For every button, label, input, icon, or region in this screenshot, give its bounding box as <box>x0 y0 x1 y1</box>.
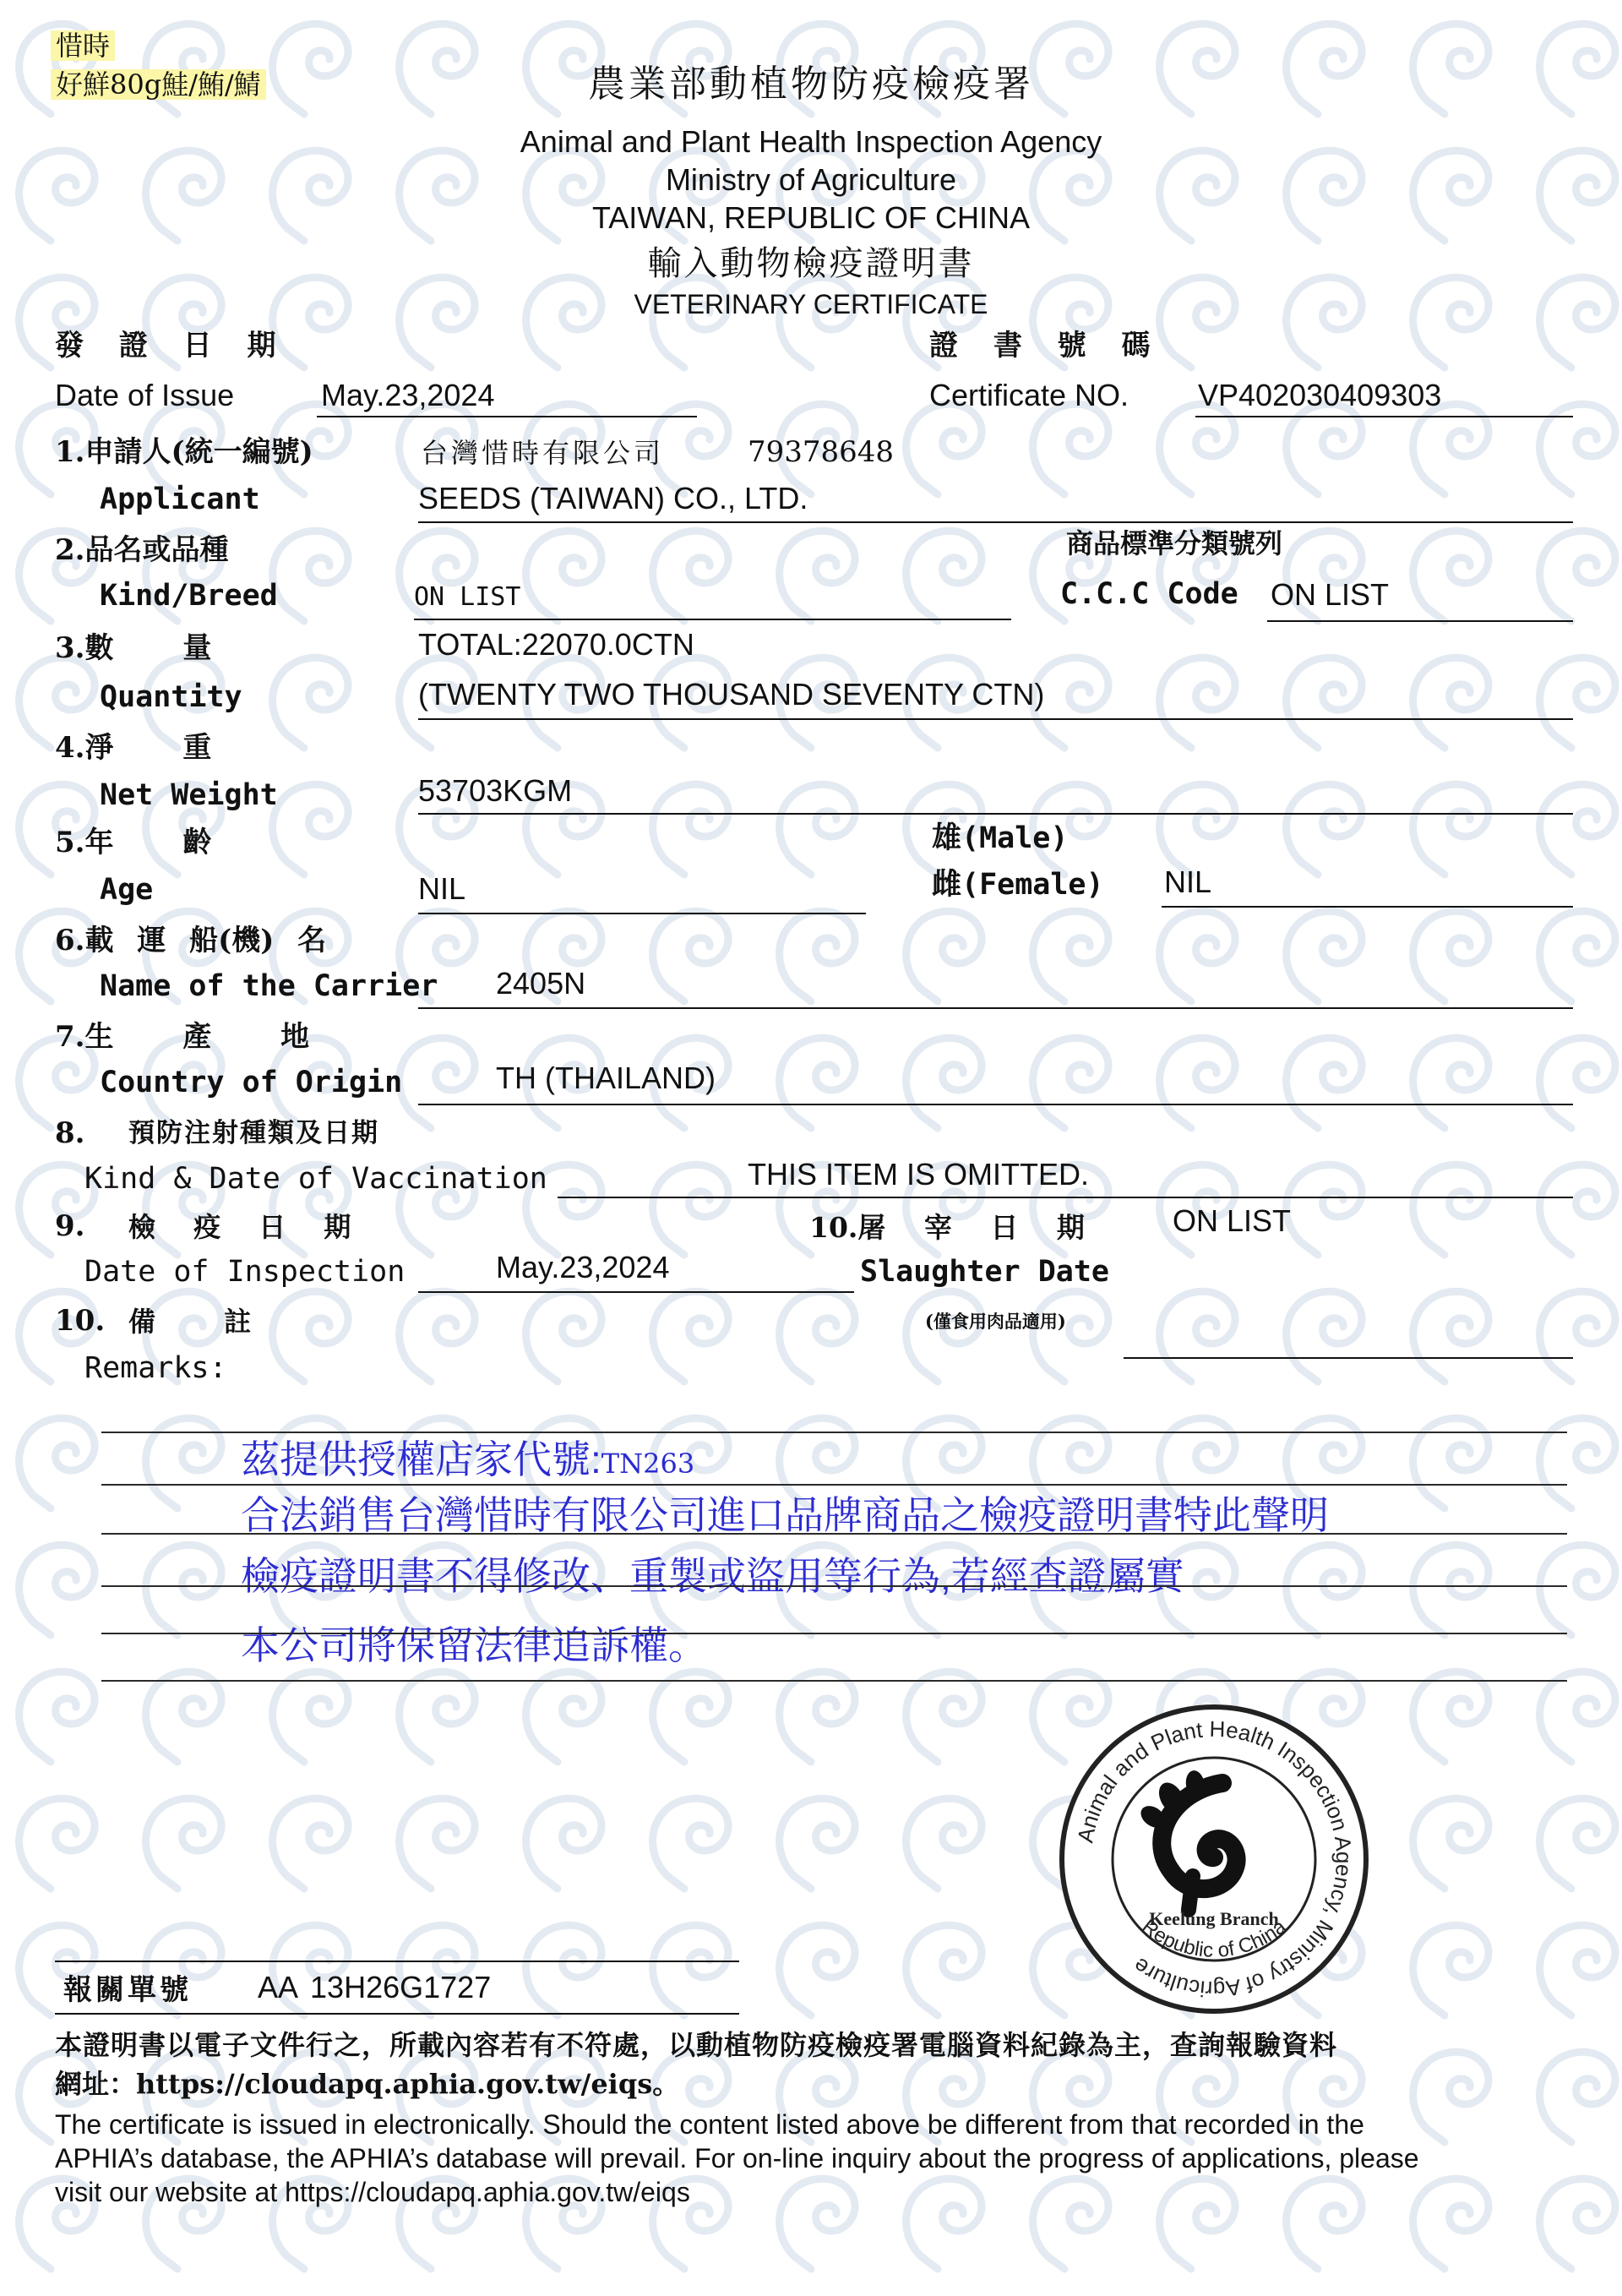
carrier-value: 2405N <box>496 966 586 1001</box>
document-title-zh: 輸入動物檢疫證明書 <box>647 244 975 283</box>
applicant-label-zh: 1.申請人(統一編號) <box>55 435 313 469</box>
remarks-label-number: 10. <box>55 1304 106 1338</box>
overlay-line-1-text: 茲提供授權店家代號: <box>241 1437 601 1481</box>
remarks-label-zh: 備 註 <box>128 1306 252 1338</box>
quantity-value-numeric: TOTAL:22070.0CTN <box>418 627 694 662</box>
overlay-line-2: 合法銷售台灣惜時有限公司進口品牌商品之檢疫證明書特此聲明 <box>241 1493 1329 1537</box>
kind-label-en: Kind/Breed <box>100 579 278 613</box>
issue-date-value: May.23,2024 <box>321 378 495 412</box>
sex-value: NIL <box>1164 864 1212 899</box>
agency-name-en: Animal and Plant Health Inspection Agency <box>520 124 1102 159</box>
age-underline <box>418 913 866 914</box>
certificate-no-underline <box>1195 416 1573 417</box>
applicant-underline <box>418 521 1573 523</box>
inspection-label-en: Date of Inspection <box>84 1255 406 1289</box>
overlay-rule-2 <box>101 1484 1567 1486</box>
applicant-tax-id: 79378648 <box>748 435 895 469</box>
net-weight-label-en: Net Weight <box>100 778 278 812</box>
remarks-label-en: Remarks: <box>84 1351 227 1385</box>
footer-top-rule <box>55 1961 739 1962</box>
inspection-label-zh: 檢 疫 日 期 <box>128 1211 351 1243</box>
ccc-value: ON LIST <box>1271 577 1390 612</box>
kind-underline <box>414 619 1011 620</box>
vaccination-label-number: 8. <box>55 1116 85 1150</box>
seal-bottom-text: Republic of China <box>1137 1915 1291 1962</box>
quantity-value-words: (TWENTY TWO THOUSAND SEVENTY CTN) <box>418 677 1045 712</box>
footer-notice-en-3: visit our website at https://cloudapq.aphia.gov.tw/eiqs <box>55 2177 690 2207</box>
age-value: NIL <box>418 871 466 906</box>
certificate-no-value: VP402030409303 <box>1198 378 1442 412</box>
footer-notice-zh-2: 網址：https://cloudapq.aphia.gov.tw/eiqs。 <box>55 2068 680 2100</box>
slaughter-underline <box>1124 1357 1573 1359</box>
kind-label-zh: 2.品名或品種 <box>55 533 229 567</box>
quantity-label-zh: 3.數 量 <box>55 631 212 665</box>
quantity-underline <box>418 718 1573 720</box>
slaughter-value: ON LIST <box>1173 1203 1292 1238</box>
vaccination-value: THIS ITEM IS OMITTED. <box>748 1157 1089 1192</box>
seal-branch-name: Keelung Branch <box>1149 1908 1279 1929</box>
overlay-rule-3 <box>101 1533 1567 1535</box>
vaccination-label-zh: 預防注射種類及日期 <box>128 1118 379 1148</box>
overlay-line-3: 檢疫證明書不得修改、重製或盜用等行為,若經查證屬實 <box>241 1554 1184 1598</box>
applicant-name-en: SEEDS (TAIWAN) CO., LTD. <box>418 481 808 515</box>
issue-date-label-en: Date of Issue <box>55 378 235 412</box>
carrier-label-zh: 6.載 運 船(機) 名 <box>55 924 327 957</box>
inspection-underline <box>418 1291 854 1293</box>
corner-note-line2: 好鮮80g鮭/鮪/鯖 <box>51 69 266 100</box>
ccc-underline <box>1267 620 1573 622</box>
overlay-line-1 <box>241 1437 695 1481</box>
applicant-label-en: Applicant <box>100 483 260 516</box>
certificate-no-label-zh: 證 書 號 碼 <box>929 329 1151 363</box>
overlay-line-4: 本公司將保留法律追訴權。 <box>241 1623 707 1667</box>
footer-notice-en-1: The certificate is issued in electronically. Should the content listed above be different from that recorded in the <box>55 2109 1364 2140</box>
male-label: 雄(Male) <box>932 821 1069 855</box>
slaughter-label-zh: 10.屠 宰 日 期 <box>809 1211 1085 1244</box>
carrier-label-en: Name of the Carrier <box>100 969 438 1003</box>
age-label-zh: 5.年 齡 <box>55 826 212 859</box>
net-weight-underline <box>418 813 1573 815</box>
vaccination-label-en: Kind & Date of Vaccination <box>84 1162 547 1196</box>
ccc-label-en: C.C.C Code <box>1060 577 1238 611</box>
kind-value: ON LIST <box>414 582 521 612</box>
inspection-label-number: 9. <box>55 1209 85 1243</box>
certificate-no-label-en: Certificate NO. <box>929 378 1129 412</box>
quantity-label-en: Quantity <box>100 680 242 714</box>
document-title-en: VETERINARY CERTIFICATE <box>634 289 988 319</box>
slaughter-label-en: Slaughter Date <box>860 1255 1110 1289</box>
inspection-value: May.23,2024 <box>496 1250 670 1284</box>
issue-date-label-zh: 發 證 日 期 <box>55 329 276 363</box>
overlay-store-code: TN263 <box>601 1448 695 1480</box>
footer-notice-zh-1: 本證明書以電子文件行之，所載內容若有不符處，以動植物防疫檢疫署電腦資料紀錄為主，查詢報驗資料 <box>55 2029 1338 2061</box>
origin-label-zh: 7.生 產 地 <box>55 1020 310 1054</box>
vaccination-underline <box>558 1197 1573 1198</box>
issue-date-underline <box>317 416 697 417</box>
official-seal <box>1045 1690 1383 2028</box>
overlay-rule-1 <box>101 1432 1567 1433</box>
overlay-rule-4 <box>101 1585 1567 1587</box>
overlay-rule-6 <box>101 1680 1567 1682</box>
footer-notice-en-2: APHIA’s database, the APHIA’s database will prevail. For on-line inquiry about the progress of applications, please <box>55 2143 1419 2173</box>
ministry-name-en: Ministry of Agriculture <box>665 162 957 197</box>
customs-no-underline <box>55 2013 739 2015</box>
origin-value: TH (THAILAND) <box>496 1061 716 1095</box>
customs-no-label: 報關單號 <box>63 1973 192 2007</box>
net-weight-label-zh: 4.淨 重 <box>55 731 212 765</box>
carrier-underline <box>418 1007 1573 1009</box>
overlay-rule-5 <box>101 1633 1567 1634</box>
origin-label-en: Country of Origin <box>100 1066 403 1099</box>
age-label-en: Age <box>100 873 154 907</box>
agency-name-zh: 農業部動植物防疫檢疫署 <box>588 63 1034 106</box>
customs-no-value: AA 13H26G1727 <box>258 1970 492 2004</box>
origin-underline <box>418 1104 1573 1105</box>
sex-underline <box>1162 906 1573 908</box>
net-weight-value: 53703KGM <box>418 773 573 808</box>
corner-note-line1: 惜時 <box>51 30 115 61</box>
seal-ring-text: Animal and Plant Health Inspection Agency, Ministry of Agriculture <box>1072 1715 1358 2003</box>
country-name-en: TAIWAN, REPUBLIC OF CHINA <box>591 200 1031 235</box>
ccc-label-zh: 商品標準分類號列 <box>1066 527 1283 559</box>
slaughter-note: (僅食用肉品適用) <box>925 1311 1066 1332</box>
applicant-name-zh: 台灣惜時有限公司 <box>421 437 665 469</box>
female-label: 雌(Female) <box>932 868 1104 902</box>
